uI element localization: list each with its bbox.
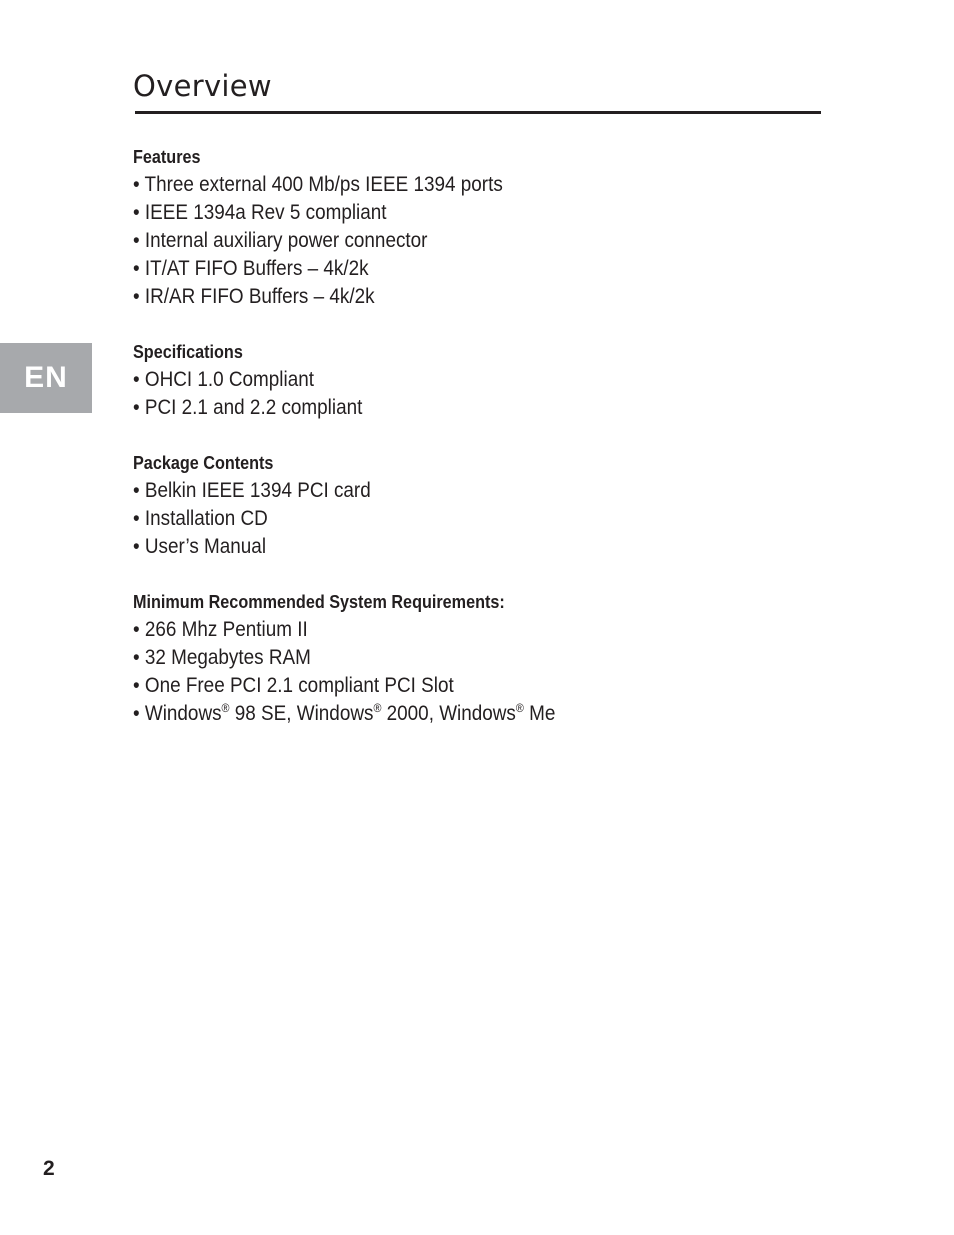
document-body bbox=[133, 143, 833, 755]
os-name: Windows bbox=[144, 702, 222, 725]
list-item: • Internal auxiliary power connector bbox=[133, 229, 428, 252]
list-item: • PCI 2.1 and 2.2 compliant bbox=[133, 396, 363, 419]
specifications-list bbox=[133, 366, 833, 422]
specifications-heading: Specifications bbox=[133, 342, 243, 362]
package-contents-list bbox=[133, 477, 833, 561]
features-section bbox=[133, 143, 833, 311]
os-name: Windows bbox=[439, 702, 516, 725]
registered-mark: ® bbox=[221, 701, 230, 715]
list-item: • IR/AR FIFO Buffers – 4k/2k bbox=[133, 285, 375, 308]
package-contents-section bbox=[133, 449, 833, 561]
list-item: • 266 Mhz Pentium II bbox=[133, 618, 308, 641]
requirements-heading: Minimum Recommended System Requirements: bbox=[133, 592, 505, 612]
bullet: • bbox=[133, 702, 145, 725]
features-heading: Features bbox=[133, 147, 201, 167]
list-item: • User’s Manual bbox=[133, 535, 267, 558]
os-version: Me bbox=[523, 702, 556, 725]
page-title: Overview bbox=[133, 69, 272, 103]
list-item: • OHCI 1.0 Compliant bbox=[133, 368, 314, 391]
list-item: • Three external 400 Mb/ps IEEE 1394 ports bbox=[133, 173, 503, 196]
registered-mark: ® bbox=[515, 701, 524, 715]
list-item: • One Free PCI 2.1 compliant PCI Slot bbox=[133, 674, 454, 697]
os-name: Windows bbox=[296, 702, 374, 725]
title-divider bbox=[135, 111, 821, 114]
package-contents-heading: Package Contents bbox=[133, 453, 274, 473]
requirements-section bbox=[133, 588, 833, 728]
list-item: • IEEE 1394a Rev 5 compliant bbox=[133, 201, 387, 224]
requirements-list bbox=[133, 616, 833, 728]
os-requirement-item bbox=[133, 700, 763, 728]
list-item: • 32 Megabytes RAM bbox=[133, 646, 311, 669]
registered-mark: ® bbox=[373, 701, 382, 715]
page-number: 2 bbox=[43, 1157, 55, 1180]
os-version: 2000, bbox=[381, 702, 440, 725]
language-tab-en: EN bbox=[0, 343, 92, 413]
list-item: • IT/AT FIFO Buffers – 4k/2k bbox=[133, 257, 369, 280]
list-item: • Belkin IEEE 1394 PCI card bbox=[133, 479, 371, 502]
os-version: 98 SE, bbox=[229, 702, 297, 725]
list-item: • Installation CD bbox=[133, 507, 268, 530]
specifications-section bbox=[133, 338, 833, 422]
features-list bbox=[133, 171, 833, 311]
